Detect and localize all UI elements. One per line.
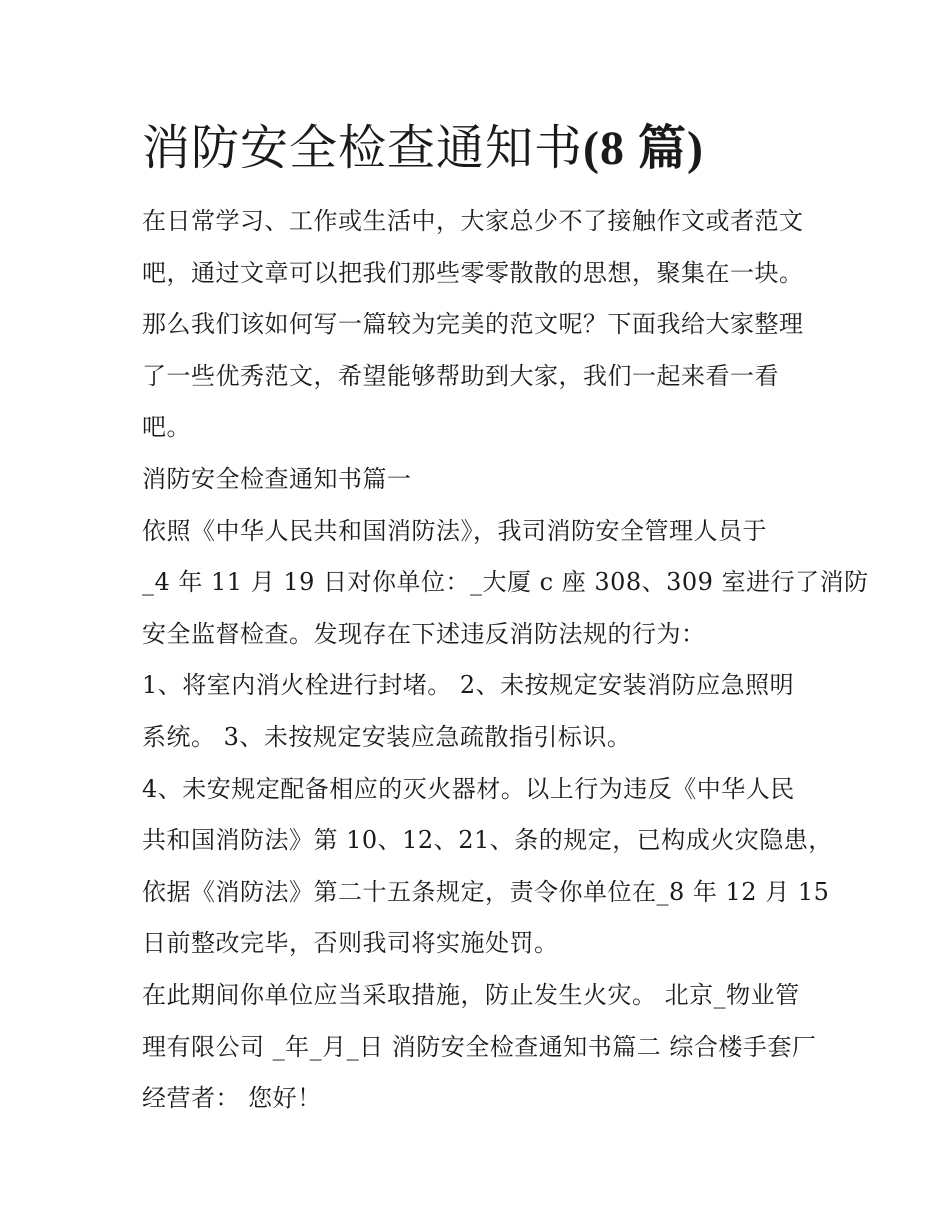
text-line: 那么我们该如何写一篇较为完美的范文呢？下面我给大家整理: [142, 310, 804, 339]
text-line: 了一些优秀范文，希望能够帮助到大家，我们一起来看一看: [142, 361, 779, 390]
text-line: 依据《消防法》第二十五条规定，责令你单位在_8 年 12 月 15: [142, 877, 830, 906]
document-body: [142, 196, 869, 1125]
text-line: 1、将室内消火栓进行封堵。 2、未按规定安装消防应急照明: [142, 671, 795, 700]
text-line: 在此期间你单位应当采取措施，防止发生火灾。 北京_物业管: [142, 980, 800, 1009]
document-title: [142, 118, 704, 179]
title-main: 消防安全检查通知书: [142, 120, 584, 176]
text-line: 安全监督检查。发现存在下述违反消防法规的行为：: [142, 619, 706, 648]
text-line: 日前整改完毕，否则我司将实施处罚。: [142, 929, 559, 958]
text-line: 在日常学习、工作或生活中，大家总少不了接触作文或者范文: [142, 207, 804, 235]
text-line: 吧，通过文章可以把我们那些零零散散的思想，聚集在一块。: [142, 258, 804, 287]
text-line: 4、未安规定配备相应的灭火器材。以上行为违反《中华人民: [142, 774, 795, 803]
text-line: 共和国消防法》第 10、12、21、条的规定，已构成火灾隐患，: [142, 826, 833, 855]
text-line: _4 年 11 月 19 日对你单位：_大厦 c 座 308、309 室进行了消防: [142, 568, 869, 597]
text-line: 理有限公司 _年_月_日 消防安全检查通知书篇二 综合楼手套厂: [142, 1032, 817, 1061]
text-line: 吧。: [142, 413, 191, 442]
text-line: 系统。 3、未按规定安装应急疏散指引标识。: [142, 722, 632, 751]
text-line: 经营者： 您好！: [142, 1084, 322, 1113]
section-heading: 消防安全检查通知书篇一: [142, 464, 412, 493]
title-suffix: (8 篇): [583, 122, 704, 175]
text-line: 依照《中华人民共和国消防法》，我司消防安全管理人员于: [142, 516, 767, 545]
